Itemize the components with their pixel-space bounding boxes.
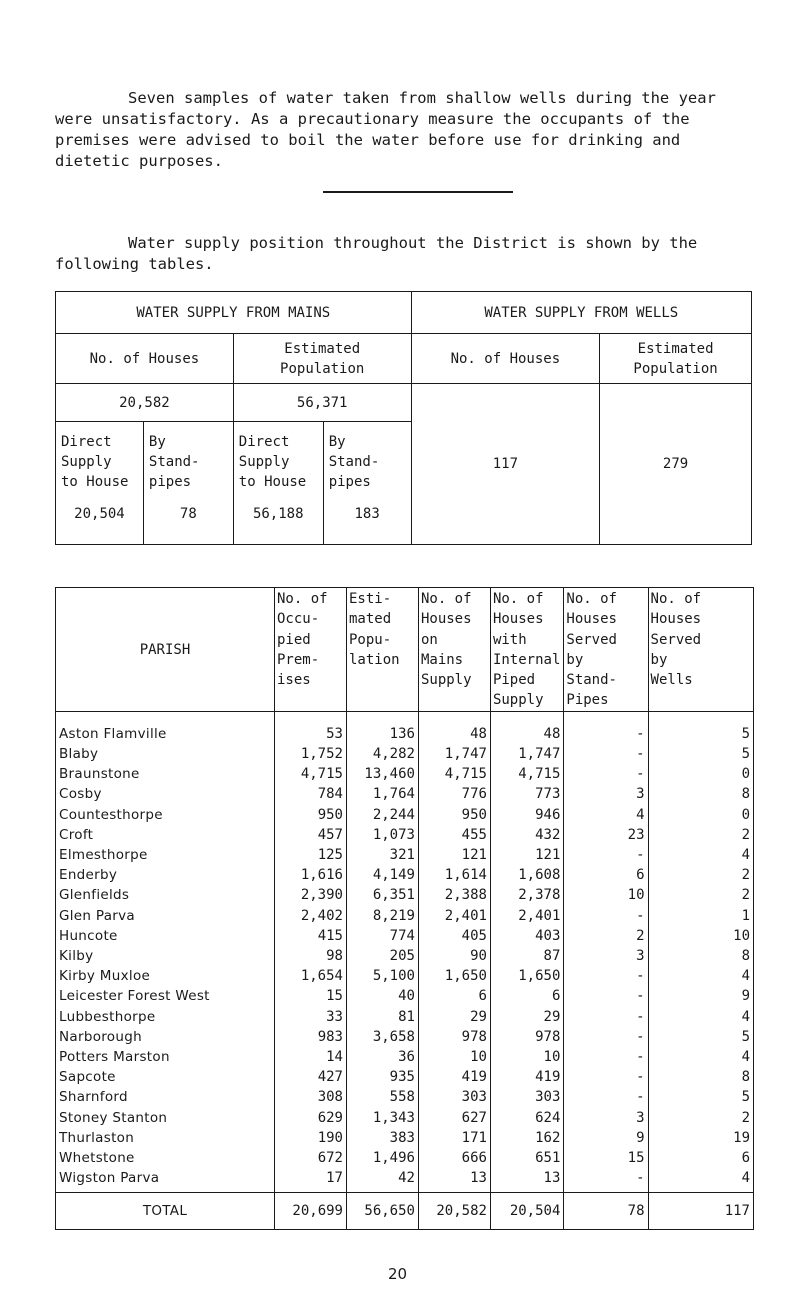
- table-cell: 42: [346, 1168, 418, 1193]
- table-row: [56, 825, 754, 845]
- table-cell: 4: [648, 966, 753, 986]
- table-cell: 784: [275, 784, 347, 804]
- table-cell: 773: [490, 784, 563, 804]
- table-cell: -: [564, 845, 648, 865]
- parish-name: Leicester Forest West: [56, 986, 275, 1006]
- parish-name: Glen Parva: [56, 906, 275, 926]
- table-cell: 672: [275, 1148, 347, 1168]
- parish-name: Glenfields: [56, 885, 275, 905]
- parish-name: Wigston Parva: [56, 1168, 275, 1193]
- table-cell: 1,343: [346, 1108, 418, 1128]
- table-cell: 13,460: [346, 764, 418, 784]
- table-row: [56, 1168, 754, 1193]
- table-cell: 303: [418, 1087, 490, 1107]
- table-row: [56, 926, 754, 946]
- header-occupied-premises: No. of Occu- pied Prem- ises: [275, 588, 347, 712]
- table-cell: 2,378: [490, 885, 563, 905]
- table-cell: 162: [490, 1128, 563, 1148]
- table-cell: 774: [346, 926, 418, 946]
- table-cell: 4,715: [418, 764, 490, 784]
- mains-population-total: 56,371: [233, 384, 411, 422]
- table-row: [56, 966, 754, 986]
- parish-name: Aston Flamville: [56, 711, 275, 744]
- table-cell: 90: [418, 946, 490, 966]
- table-cell: 6,351: [346, 885, 418, 905]
- parish-name: Braunstone: [56, 764, 275, 784]
- table-cell: 8: [648, 784, 753, 804]
- header-houses-on-mains: No. of Houses on Mains Supply: [418, 588, 490, 712]
- table-cell: 455: [418, 825, 490, 845]
- table-cell: -: [564, 711, 648, 744]
- table-cell: 4: [648, 1007, 753, 1027]
- table-cell: 3: [564, 946, 648, 966]
- table-cell: 629: [275, 1108, 347, 1128]
- direct-supply-houses: Direct Supply to House 20,504: [56, 422, 144, 545]
- header-parish: PARISH: [56, 588, 275, 712]
- table-cell: 19: [648, 1128, 753, 1148]
- table-cell: 6: [490, 986, 563, 1006]
- total-label: TOTAL: [56, 1193, 275, 1230]
- table-cell: 121: [418, 845, 490, 865]
- header-estimated-population: Esti- mated Popu- lation: [346, 588, 418, 712]
- table-cell: 23: [564, 825, 648, 845]
- table-row: [56, 764, 754, 784]
- wells-population-value: 279: [600, 384, 752, 545]
- table-cell: 0: [648, 805, 753, 825]
- table-row: [56, 906, 754, 926]
- total-cell: 117: [648, 1193, 753, 1230]
- table-cell: 4,282: [346, 744, 418, 764]
- table-cell: 950: [418, 805, 490, 825]
- parish-name: Huncote: [56, 926, 275, 946]
- table-cell: 1,073: [346, 825, 418, 845]
- table-cell: -: [564, 1027, 648, 1047]
- parish-name: Thurlaston: [56, 1128, 275, 1148]
- parish-name: Lubbesthorpe: [56, 1007, 275, 1027]
- table-cell: 8,219: [346, 906, 418, 926]
- table-row: [56, 946, 754, 966]
- water-supply-summary-table: [55, 291, 752, 545]
- table-cell: 5: [648, 1027, 753, 1047]
- parish-name: Kirby Muxloe: [56, 966, 275, 986]
- table-cell: 935: [346, 1067, 418, 1087]
- table-cell: 1: [648, 906, 753, 926]
- table-row: [56, 805, 754, 825]
- table-cell: 403: [490, 926, 563, 946]
- table-cell: 2: [648, 865, 753, 885]
- table-cell: -: [564, 1067, 648, 1087]
- table-cell: 978: [418, 1027, 490, 1047]
- table-cell: 2,390: [275, 885, 347, 905]
- mains-population-label: Estimated Population: [233, 334, 411, 384]
- standpipes-population: By Stand- pipes 183: [323, 422, 411, 545]
- table-cell: 36: [346, 1047, 418, 1067]
- table-cell: 4,715: [490, 764, 563, 784]
- table-cell: 2,401: [418, 906, 490, 926]
- table-cell: 950: [275, 805, 347, 825]
- wells-houses-value: 117: [411, 384, 600, 545]
- parish-name: Cosby: [56, 784, 275, 804]
- table-cell: 98: [275, 946, 347, 966]
- table-row: [56, 1128, 754, 1148]
- table-cell: 2: [648, 885, 753, 905]
- table-row: [56, 986, 754, 1006]
- table-cell: 419: [490, 1067, 563, 1087]
- table-cell: 651: [490, 1148, 563, 1168]
- table-cell: 3: [564, 1108, 648, 1128]
- table-cell: 9: [648, 986, 753, 1006]
- mains-header: WATER SUPPLY FROM MAINS: [56, 292, 412, 334]
- table-cell: 5: [648, 711, 753, 744]
- parish-name: Narborough: [56, 1027, 275, 1047]
- table-cell: 983: [275, 1027, 347, 1047]
- table-cell: 8: [648, 1067, 753, 1087]
- table-cell: 1,650: [490, 966, 563, 986]
- table-cell: 776: [418, 784, 490, 804]
- table-cell: 205: [346, 946, 418, 966]
- table-cell: 946: [490, 805, 563, 825]
- table-cell: 2,244: [346, 805, 418, 825]
- table-cell: 4: [648, 1047, 753, 1067]
- table-cell: 4,715: [275, 764, 347, 784]
- table-cell: 303: [490, 1087, 563, 1107]
- table-row: [56, 1007, 754, 1027]
- parish-name: Blaby: [56, 744, 275, 764]
- total-cell: 20,504: [490, 1193, 563, 1230]
- table-row: [56, 1108, 754, 1128]
- total-cell: 78: [564, 1193, 648, 1230]
- table-cell: 0: [648, 764, 753, 784]
- table-cell: 15: [275, 986, 347, 1006]
- table-cell: 53: [275, 711, 347, 744]
- table-cell: 40: [346, 986, 418, 1006]
- table-row: [56, 1148, 754, 1168]
- table-cell: 2,402: [275, 906, 347, 926]
- table-cell: 29: [418, 1007, 490, 1027]
- water-supply-paragraph: Water supply position throughout the District is shown by the following tables.: [55, 234, 698, 273]
- table-cell: 415: [275, 926, 347, 946]
- wells-houses-label: No. of Houses: [411, 334, 600, 384]
- table-cell: -: [564, 1007, 648, 1027]
- table-cell: 171: [418, 1128, 490, 1148]
- parish-name: Elmesthorpe: [56, 845, 275, 865]
- table-cell: 666: [418, 1148, 490, 1168]
- table-cell: 8: [648, 946, 753, 966]
- table-cell: -: [564, 966, 648, 986]
- table-cell: 1,752: [275, 744, 347, 764]
- table-cell: 624: [490, 1108, 563, 1128]
- table-cell: 9: [564, 1128, 648, 1148]
- table-cell: 33: [275, 1007, 347, 1027]
- table-cell: 4: [648, 1168, 753, 1193]
- table-row: [56, 1027, 754, 1047]
- table-cell: 10: [490, 1047, 563, 1067]
- table-cell: -: [564, 764, 648, 784]
- table-cell: 2,388: [418, 885, 490, 905]
- table-cell: -: [564, 986, 648, 1006]
- table-cell: 5: [648, 744, 753, 764]
- table-cell: 5,100: [346, 966, 418, 986]
- table-cell: 1,608: [490, 865, 563, 885]
- table-cell: 558: [346, 1087, 418, 1107]
- total-cell: 56,650: [346, 1193, 418, 1230]
- table-cell: 1,764: [346, 784, 418, 804]
- header-internal-piped-supply: No. of Houses with Internal Piped Supply: [490, 588, 563, 712]
- table-cell: 125: [275, 845, 347, 865]
- table-cell: 10: [418, 1047, 490, 1067]
- table-cell: 383: [346, 1128, 418, 1148]
- table-cell: 419: [418, 1067, 490, 1087]
- parish-name: Potters Marston: [56, 1047, 275, 1067]
- direct-supply-population: Direct Supply to House 56,188: [233, 422, 323, 545]
- table-row: [56, 1067, 754, 1087]
- parish-name: Sharnford: [56, 1087, 275, 1107]
- table-cell: 4,149: [346, 865, 418, 885]
- wells-population-label: Estimated Population: [600, 334, 752, 384]
- parish-name: Whetstone: [56, 1148, 275, 1168]
- table-cell: 1,496: [346, 1148, 418, 1168]
- table-cell: 1,654: [275, 966, 347, 986]
- table-cell: -: [564, 1087, 648, 1107]
- parish-water-table: [55, 587, 754, 1230]
- parish-name: Enderby: [56, 865, 275, 885]
- parish-name: Stoney Stanton: [56, 1108, 275, 1128]
- parish-name: Croft: [56, 825, 275, 845]
- wells-header: WATER SUPPLY FROM WELLS: [411, 292, 751, 334]
- table-cell: 48: [418, 711, 490, 744]
- table-cell: 81: [346, 1007, 418, 1027]
- table-row: [56, 744, 754, 764]
- standpipes-houses: By Stand- pipes 78: [143, 422, 233, 545]
- table-cell: 321: [346, 845, 418, 865]
- table-row: [56, 784, 754, 804]
- table-cell: 121: [490, 845, 563, 865]
- table-cell: 3: [564, 784, 648, 804]
- intro-paragraph: Seven samples of water taken from shallow wells during the year were unsatisfactory. As a precautionary measure the occupants of the premises were advised to boil the water before use for drinking and dietetic purposes.: [55, 89, 716, 170]
- table-cell: 48: [490, 711, 563, 744]
- table-cell: 6: [564, 865, 648, 885]
- table-cell: 2,401: [490, 906, 563, 926]
- table-cell: 17: [275, 1168, 347, 1193]
- table-cell: 10: [564, 885, 648, 905]
- table-cell: -: [564, 744, 648, 764]
- table-cell: 427: [275, 1067, 347, 1087]
- table-cell: 4: [564, 805, 648, 825]
- header-served-by-wells: No. of Houses Served by Wells: [648, 588, 753, 712]
- section-divider: [323, 191, 513, 193]
- table-row: [56, 1087, 754, 1107]
- table-row: [56, 885, 754, 905]
- table-cell: 190: [275, 1128, 347, 1148]
- table-cell: 2: [648, 825, 753, 845]
- total-cell: 20,582: [418, 1193, 490, 1230]
- table-cell: 5: [648, 1087, 753, 1107]
- table-cell: 405: [418, 926, 490, 946]
- table-cell: 6: [648, 1148, 753, 1168]
- table-row: [56, 865, 754, 885]
- table-cell: 1,616: [275, 865, 347, 885]
- header-served-by-standpipes: No. of Houses Served by Stand- Pipes: [564, 588, 648, 712]
- table-cell: 1,650: [418, 966, 490, 986]
- table-cell: 13: [418, 1168, 490, 1193]
- table-cell: 87: [490, 946, 563, 966]
- mains-houses-label: No. of Houses: [56, 334, 234, 384]
- table-row: [56, 845, 754, 865]
- table-cell: 15: [564, 1148, 648, 1168]
- parish-name: Countesthorpe: [56, 805, 275, 825]
- table-cell: 136: [346, 711, 418, 744]
- table-cell: 457: [275, 825, 347, 845]
- table-cell: 4: [648, 845, 753, 865]
- table-cell: 10: [648, 926, 753, 946]
- table-row: [56, 1047, 754, 1067]
- page-number: 20: [388, 1265, 408, 1283]
- table-cell: 1,747: [490, 744, 563, 764]
- total-cell: 20,699: [275, 1193, 347, 1230]
- table-cell: 14: [275, 1047, 347, 1067]
- table-cell: 2: [564, 926, 648, 946]
- table-cell: 29: [490, 1007, 563, 1027]
- table-cell: 978: [490, 1027, 563, 1047]
- parish-name: Kilby: [56, 946, 275, 966]
- table-cell: 1,614: [418, 865, 490, 885]
- table-row: [56, 711, 754, 744]
- table-cell: 432: [490, 825, 563, 845]
- mains-houses-total: 20,582: [56, 384, 234, 422]
- table-cell: 6: [418, 986, 490, 1006]
- total-row: [56, 1193, 754, 1230]
- table-cell: 627: [418, 1108, 490, 1128]
- table-cell: 308: [275, 1087, 347, 1107]
- table-cell: -: [564, 1168, 648, 1193]
- table-cell: 1,747: [418, 744, 490, 764]
- table-cell: -: [564, 906, 648, 926]
- table-cell: -: [564, 1047, 648, 1067]
- table-cell: 3,658: [346, 1027, 418, 1047]
- table-cell: 2: [648, 1108, 753, 1128]
- table-cell: 13: [490, 1168, 563, 1193]
- parish-name: Sapcote: [56, 1067, 275, 1087]
